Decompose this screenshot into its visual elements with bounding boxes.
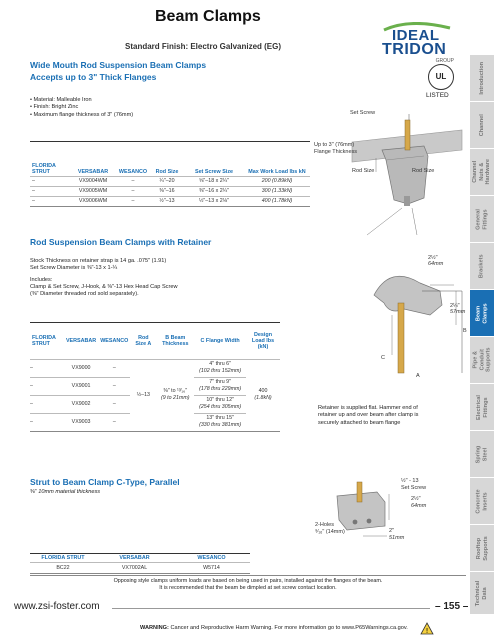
col-wesanco: WESANCO: [100, 337, 129, 344]
wide-mouth-table: [30, 141, 310, 207]
label-set-screw: Set Screw: [350, 110, 376, 116]
col-wesanco: WESANCO: [197, 555, 226, 561]
dim-label-a: A: [416, 373, 420, 379]
bullet-finish: • Finish: Bright Zinc: [30, 104, 79, 111]
col-beam-thickness-b: B Beam Thickness: [162, 334, 189, 347]
tab-channel-nuts-hardware[interactable]: Channel Nuts & Hardware: [470, 149, 494, 196]
ul-listed-label: LISTED: [426, 92, 449, 99]
table-row: – VX9003 – 13" thru 15" (330 thru 381mm): [30, 413, 280, 431]
c-type-clamp-illustration: [315, 470, 465, 550]
finish-subtitle: Standard Finish: Electro Galvanized (EG): [125, 42, 282, 51]
tab-beam-clamps[interactable]: Beam Clamps: [470, 290, 494, 337]
section3-heading: Strut to Beam Clamp C-Type, Parallel: [30, 477, 180, 487]
prop65-warning: WARNING: Cancer and Reproductive Harm Warning. For more information go to www.P65Warnings.ca.gov.: [140, 625, 408, 631]
tab-concrete-inserts[interactable]: Concrete Inserts: [470, 478, 494, 525]
section-tabs: [470, 55, 494, 615]
col-max-work-load: Max Work Load lbs kN: [248, 168, 306, 175]
dim-label-b: B: [463, 328, 467, 334]
warning-triangle-icon: [420, 622, 434, 635]
shared-rod-size: ½–13: [130, 359, 156, 431]
page-title: Beam Clamps: [155, 8, 261, 25]
ideal-tridon-logo: [380, 22, 458, 68]
tab-brackets[interactable]: Brackets: [470, 243, 494, 290]
col-versabar: VERSABAR: [77, 168, 109, 175]
label-set-screw: ½" - 13 Set Screw: [401, 478, 427, 491]
col-flange-width-c: C Flange Width: [200, 337, 240, 344]
table-row: BC22 VX7002AL W5714: [30, 563, 250, 573]
section2-heading: Rod Suspension Beam Clamps with Retainer: [30, 237, 212, 247]
svg-text:!: !: [425, 627, 429, 635]
table-row: – VX9001 – 7" thru 9" (178 thru 229mm): [30, 377, 280, 395]
col-wesanco: WESANCO: [118, 168, 148, 175]
section3-subheading: ⅜" 10mm material thickness: [30, 489, 101, 495]
bullet-material: • Material: Malleable Iron: [30, 97, 92, 103]
section2-notes: Stock Thickness on retainer strap is 14 ga. .075" (1.91) Set Screw Diameter is ⅜"-13 x 1-¼ Includes: Clamp & Set Screw, J-Hook, & ⅜"-13 Hex Head Cap Screw (⅜" Diameter threaded rod sold separately).: [30, 258, 178, 298]
dim-2-5-in: 2½" 64mm: [428, 255, 444, 267]
label-rod-size-left: Rod Size: [352, 168, 375, 174]
col-florida-strut: FLORIDA STRUT: [41, 555, 85, 561]
tab-channel[interactable]: Channel: [470, 102, 494, 149]
table-row: – VX9006WM – ½"–13 ½"–13 x 2⅛" 400 (1.78kN): [30, 196, 310, 206]
tab-technical-data[interactable]: Technical Data: [470, 572, 494, 615]
dim-2-in: 2" 51mm: [389, 528, 405, 541]
col-versabar: VERSABAR: [65, 337, 97, 344]
bullet-flange-thickness: • Maximum flange thickness of 3" (76mm): [30, 111, 134, 118]
wide-mouth-clamp-illustration: [312, 100, 468, 260]
table-row: – VX9005WM – ⅜"–16 ⅜"–16 x 2¼" 300 (1.33kN): [30, 186, 310, 196]
table-row: – VX9004WM – ¼"–20 ⅝"–18 x 2¼" 200 (0.89kN): [30, 176, 310, 186]
dim-2-5-in: 2½" 64mm: [411, 496, 427, 509]
label-flange-thickness: Up to 3" (76mm) Flange Thickness: [314, 142, 358, 155]
tab-pipe-conduit-supports[interactable]: Pipe & Conduit Supports: [470, 337, 494, 384]
col-design-load: Design Load lbs (kN): [251, 331, 275, 350]
col-rod-size: Rod Size: [155, 168, 179, 175]
c-type-table: [30, 553, 250, 574]
tab-rooftop-supports[interactable]: Rooftop Supports: [470, 525, 494, 572]
retainer-clamp-illustration: [370, 255, 468, 395]
col-versabar: VERSABAR: [119, 555, 150, 561]
table-row: – VX9000 – ½–13 ⅜" to ¹³⁄₁₆" (9 to 21mm) 4" thru 6" (102 thru 152mm) 400 (1.8kN): [30, 359, 280, 377]
footer-website-link[interactable]: www.zsi-foster.com: [14, 601, 100, 612]
section1-subheading: Accepts up to 3" Thick Flanges: [30, 72, 157, 82]
shared-design-load: 400 (1.8kN): [246, 359, 280, 431]
tab-introduction[interactable]: Introduction: [470, 55, 494, 102]
dim-2-25-in: 2¼" 57mm: [450, 303, 466, 315]
col-set-screw-size: Set Screw Size: [194, 168, 234, 175]
logo-text-group: GROUP: [435, 58, 454, 64]
dim-label-c: C: [381, 355, 385, 361]
section1-heading: Wide Mouth Rod Suspension Beam Clamps: [30, 60, 207, 70]
logo-text-tridon: TRIDON: [382, 41, 447, 58]
wide-mouth-clamp-drawing: [312, 100, 468, 260]
retainer-caption: Retainer is supplied flat. Hammer end of retainer up and over beam after clamp is securely attached to beam flange: [318, 405, 419, 426]
retainer-table: [30, 322, 280, 432]
col-rod-size-a: Rod Size A: [135, 334, 152, 347]
section1-bullets: [30, 97, 133, 119]
tab-general-fittings[interactable]: General Fittings: [470, 196, 494, 243]
ul-certification-icon: UL: [428, 64, 454, 90]
page-number: – 155 –: [435, 601, 469, 612]
section3-note: Opposing style clamps uniform loads are based on being used in pairs, installed against the flanges of the beam. It is recommended that the beam be dimpled at set screw contact location.: [30, 575, 466, 592]
label-rod-size-right: Rod Size: [412, 168, 435, 174]
shared-beam-thickness: ⅜" to ¹³⁄₁₆" (9 to 21mm): [156, 359, 194, 431]
logo-text-ideal: IDEAL: [392, 27, 440, 44]
col-florida-strut: FLORIDA STRUT: [32, 162, 56, 175]
table-row: – VX9002 – 10" thru 12" (254 thru 305mm): [30, 395, 280, 413]
label-two-holes: 2-Holes ⁹⁄₁₆" (14mm): [315, 522, 345, 535]
tab-electrical-fittings[interactable]: Electrical Fittings: [470, 384, 494, 431]
tab-spring-steel[interactable]: Spring Steel: [470, 431, 494, 478]
col-florida-strut: FLORIDA STRUT: [32, 334, 56, 347]
